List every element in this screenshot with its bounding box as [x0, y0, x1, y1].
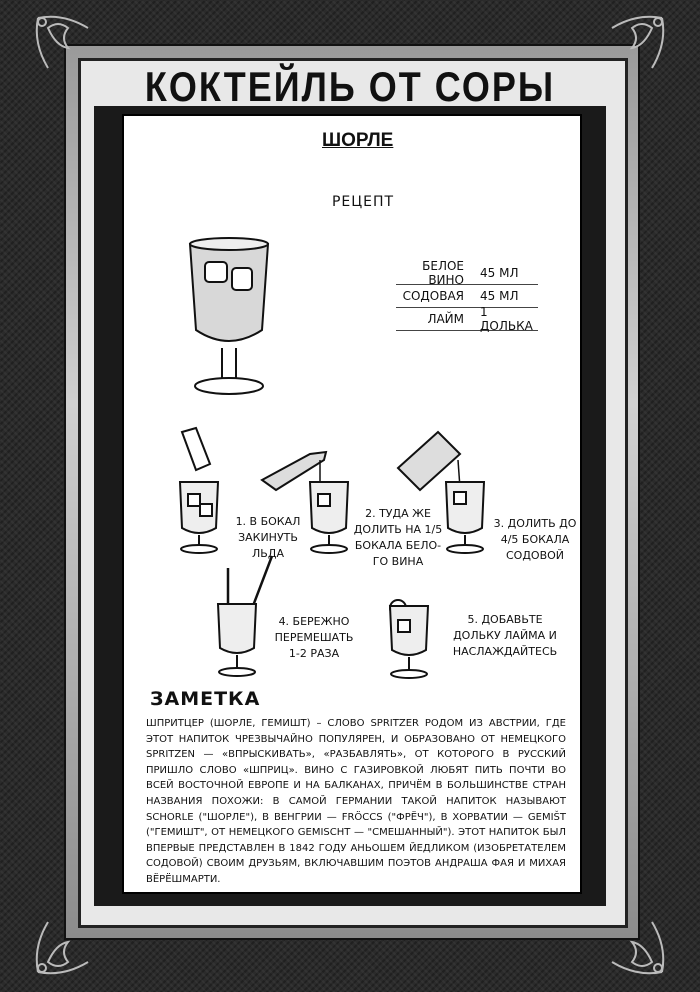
note-text: ШПРИТЦЕР (ШОРЛЕ, ГЕМИШТ) – СЛОВО SPRITZER РОДОМ ИЗ АВСТРИИ, ГДЕ ЭТОТ НАПИТОК ЧРЕЗВЫЧАЙНО ПОПУЛЯРЕН, И ОБРАЗОВАНО ОТ НЕМЕЦКОГО SPRITZEN — «ВПРЫСКИВАТЬ», «РАЗБАВЛЯТЬ», ОТ КОТОРОГО В РУССКИЙ ПРИШЛО СЛОВО «ШПРИЦ». ВИНО С ГАЗИРОВКОЙ ЛЮБЯТ ПИТЬ ПОЧТИ ВО ВСЕЙ ВОСТОЧНОЙ ЕВРОПЕ И НА БАЛКАНАХ, ПРИЧЁМ В БОЛЬШИНСТВЕ СТРАН НАЗВАНИЯ ПОХОЖИ: В САМОЙ ГЕРМАНИИ ТАКОЙ НАПИТОК НАЗЫВАЮТ SCHORLE ("ШОРЛЕ"), В ВЕНГРИИ — FRÖCCS ("ФРЁЧ"), В ХОРВАТИИ — GEMIŠT ("ГЕМИШТ", ОТ НЕМЕЦКОГО GEMISCHT — "СМЕШАННЫЙ"). ЭТОТ НАПИТОК БЫЛ ВПЕРВЫЕ ПРЕДСТАВЛЕН В 1842 ГОДУ АНЬОШЕМ ЙЕДЛИКОМ (ИЗОБРЕТАТЕЛЕМ СОДОВОЙ) СВОИМ ДРУЗЬЯМ, ВКЛЮЧАВШИМ ПОЭТОВ АНДРАША ФАЯ И МИХАЯ ВЁРЁШМАРТИ. [146, 718, 566, 885]
step5-illustration [390, 600, 428, 678]
ingredient-amount: 1 ДОЛЬКА [480, 305, 533, 333]
step-2: 2. ТУДА ЖЕ ДОЛИТЬ НА 1/5 БОКАЛА БЕЛО- ГО ВИНА [353, 507, 443, 568]
step-3: 3. ДОЛИТЬ ДО 4/5 БОКАЛА СОДОВОЙ [493, 517, 577, 562]
step-1: 1. В БОКАЛ ЗАКИНУТЬ ЛЬДА [235, 515, 301, 560]
ingredient-name: ЛАЙМ [427, 312, 464, 326]
recipe-label: РЕЦЕПТ [331, 194, 395, 210]
step-4: 4. БЕРЕЖНО ПЕРЕМЕШАТЬ 1-2 РАЗА [274, 615, 354, 660]
step4-illustration [218, 556, 272, 676]
ingredient-name: СОДОВАЯ [402, 289, 464, 303]
page-title: КОКТЕЙЛЬ ОТ СОРЫ [144, 62, 556, 110]
step-5: 5. ДОБАВЬТЕ ДОЛЬКУ ЛАЙМА И НАСЛАЖДАЙТЕСЬ [452, 613, 558, 658]
ingredient-amount: 45 МЛ [480, 266, 519, 280]
note-title: ЗАМЕТКА [150, 688, 261, 710]
large-wine-glass-illustration [190, 238, 268, 394]
ingredient-amount: 45 МЛ [480, 289, 519, 303]
ingredient-name: БЕЛОЕ ВИНО [422, 259, 464, 287]
step1-illustration [180, 428, 218, 553]
cocktail-name: ШОРЛЕ [322, 130, 394, 151]
